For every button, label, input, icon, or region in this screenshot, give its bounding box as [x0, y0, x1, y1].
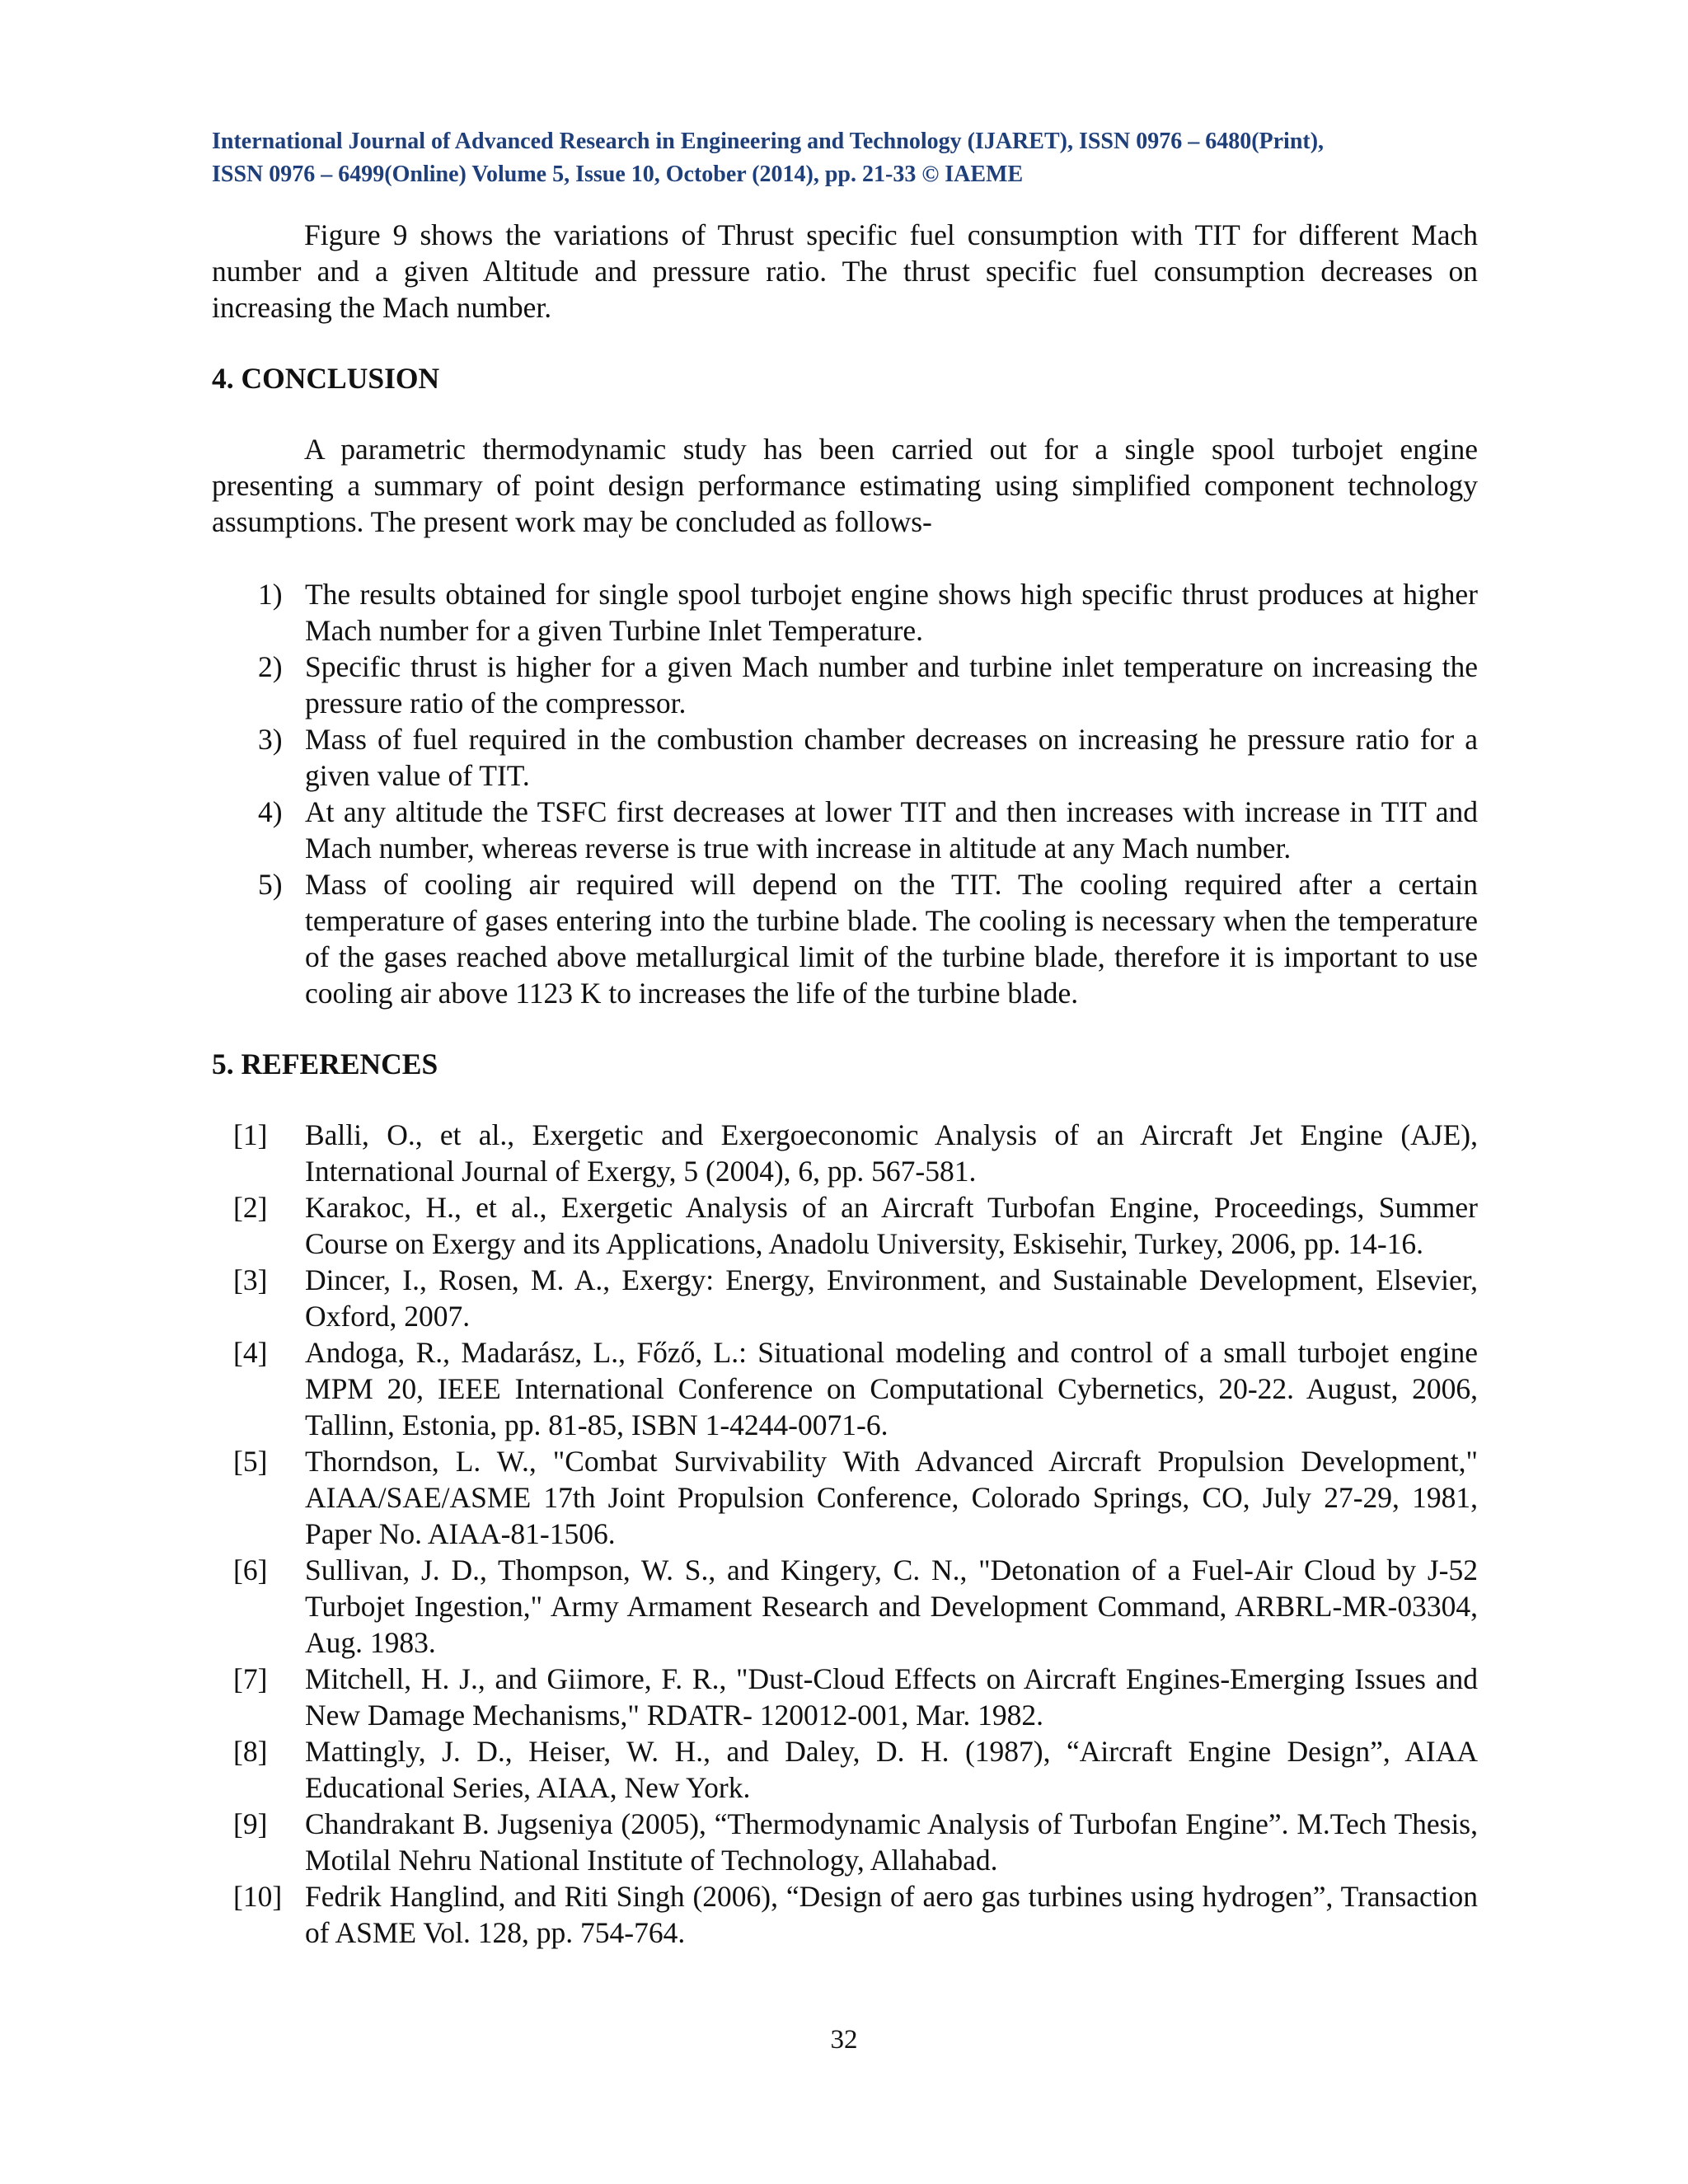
reference-text: Mitchell, H. J., and Giimore, F. R., "Dust-Cloud Effects on Aircraft Engines-Emerging Issues and New Damage Mechanisms," RDATR- 120012-001, Mar. 1982. — [305, 1662, 1478, 1732]
conclusion-list — [212, 576, 1478, 1011]
reference-item — [212, 1806, 1478, 1878]
reference-item — [212, 1661, 1478, 1733]
body-content — [212, 217, 1478, 1951]
conclusion-paragraph: A parametric thermodynamic study has been carried out for a single spool turbojet engine presenting a summary of point design performance estimating using simplified component technology assumptions. The present work may be concluded as follows- — [212, 433, 1478, 538]
item-text: The results obtained for single spool turbojet engine shows high specific thrust produces at higher Mach number for a given Turbine Inlet Temperature. — [305, 578, 1478, 647]
reference-text: Chandrakant B. Jugseniya (2005), “Thermodynamic Analysis of Turbofan Engine”. M.Tech Thesis, Motilal Nehru National Institute of Technology, Allahabad. — [305, 1807, 1478, 1877]
journal-header-line-2: ISSN 0976 – 6499(Online) Volume 5, Issue 10, October (2014), pp. 21-33 © IAEME — [212, 162, 1024, 187]
references-list — [212, 1117, 1478, 1951]
reference-number: [4] — [233, 1336, 268, 1369]
reference-number: [10] — [233, 1880, 283, 1913]
reference-text: Fedrik Hanglind, and Riti Singh (2006), “Design of aero gas turbines using hydrogen”, Transaction of ASME Vol. 128, pp. 754-764. — [305, 1880, 1478, 1949]
journal-header-line-1: International Journal of Advanced Research in Engineering and Technology (IJARET), ISSN 0976 – 6480(Print), — [212, 129, 1325, 154]
reference-text: Karakoc, H., et al., Exergetic Analysis of an Aircraft Turbofan Engine, Proceedings, Summer Course on Exergy and its Applications, Anadolu University, Eskisehir, Turkey, 2006, pp. 14-16. — [305, 1191, 1478, 1260]
reference-number: [6] — [233, 1554, 268, 1586]
item-text: At any altitude the TSFC first decreases at lower TIT and then increases with increase in TIT and Mach number, whereas reverse is true with increase in altitude at any Mach number. — [305, 795, 1478, 865]
reference-number: [8] — [233, 1735, 268, 1768]
item-text: Mass of cooling air required will depend on the TIT. The cooling required after a certain temperature of gases entering into the turbine blade. The cooling is necessary when the temperature of the gases reached above metallurgical limit of the turbine blade, therefore it is important to use cooling air above 1123 K to increases the life of the turbine blade. — [305, 868, 1478, 1010]
reference-text: Balli, O., et al., Exergetic and Exergoeconomic Analysis of an Aircraft Jet Engine (AJE), International Journal of Exergy, 5 (2004), 6, pp. 567-581. — [305, 1118, 1478, 1188]
reference-item — [212, 1443, 1478, 1552]
reference-text: Sullivan, J. D., Thompson, W. S., and Kingery, C. N., "Detonation of a Fuel-Air Cloud by J-52 Turbojet Ingestion," Army Armament Research and Development Command, ARBRL-MR-03304, Aug. 1983. — [305, 1554, 1478, 1659]
references-heading: 5. REFERENCES — [212, 1047, 438, 1080]
item-text: Specific thrust is higher for a given Mach number and turbine inlet temperature on increasing the pressure ratio of the compressor. — [305, 650, 1478, 719]
reference-item — [212, 1733, 1478, 1806]
conclusion-heading: 4. CONCLUSION — [212, 362, 440, 395]
reference-number: [1] — [233, 1118, 268, 1151]
reference-number: [9] — [233, 1807, 268, 1840]
journal-header — [212, 125, 1481, 191]
conclusion-item — [212, 866, 1478, 1011]
reference-item — [212, 1878, 1478, 1951]
item-number: 5) — [258, 868, 283, 901]
conclusion-item — [212, 576, 1478, 649]
conclusion-item — [212, 794, 1478, 866]
reference-number: [3] — [233, 1263, 268, 1296]
reference-number: [5] — [233, 1445, 268, 1478]
reference-text: Andoga, R., Madarász, L., Főző, L.: Situational modeling and control of a small turbojet engine MPM 20, IEEE International Conference on Computational Cybernetics, 20-22. August, 2006, Tallinn, Estonia, pp. 81-85, ISBN 1-4244-0071-6. — [305, 1336, 1478, 1441]
item-number: 3) — [258, 723, 283, 756]
item-number: 1) — [258, 578, 283, 611]
item-number: 2) — [258, 650, 283, 683]
reference-item — [212, 1334, 1478, 1443]
reference-item — [212, 1262, 1478, 1334]
reference-text: Thorndson, L. W., "Combat Survivability With Advanced Aircraft Propulsion Development," AIAA/SAE/ASME 17th Joint Propulsion Conference, Colorado Springs, CO, July 27-29, 1981, Paper No. AIAA-81-1506. — [305, 1445, 1478, 1550]
conclusion-item — [212, 649, 1478, 721]
reference-item — [212, 1117, 1478, 1189]
reference-item — [212, 1552, 1478, 1661]
reference-text: Mattingly, J. D., Heiser, W. H., and Daley, D. H. (1987), “Aircraft Engine Design”, AIAA Educational Series, AIAA, New York. — [305, 1735, 1478, 1804]
item-text: Mass of fuel required in the combustion chamber decreases on increasing he pressure ratio for a given value of TIT. — [305, 723, 1478, 792]
reference-number: [7] — [233, 1662, 268, 1695]
reference-number: [2] — [233, 1191, 268, 1224]
page-number: 32 — [830, 2025, 858, 2055]
reference-text: Dincer, I., Rosen, M. A., Exergy: Energy, Environment, and Sustainable Development, Elsevier, Oxford, 2007. — [305, 1263, 1478, 1333]
intro-paragraph: Figure 9 shows the variations of Thrust specific fuel consumption with TIT for different Mach number and a given Altitude and pressure ratio. The thrust specific fuel consumption decreases on increasing the Mach number. — [212, 218, 1478, 324]
conclusion-item — [212, 721, 1478, 794]
item-number: 4) — [258, 795, 283, 828]
reference-item — [212, 1189, 1478, 1262]
